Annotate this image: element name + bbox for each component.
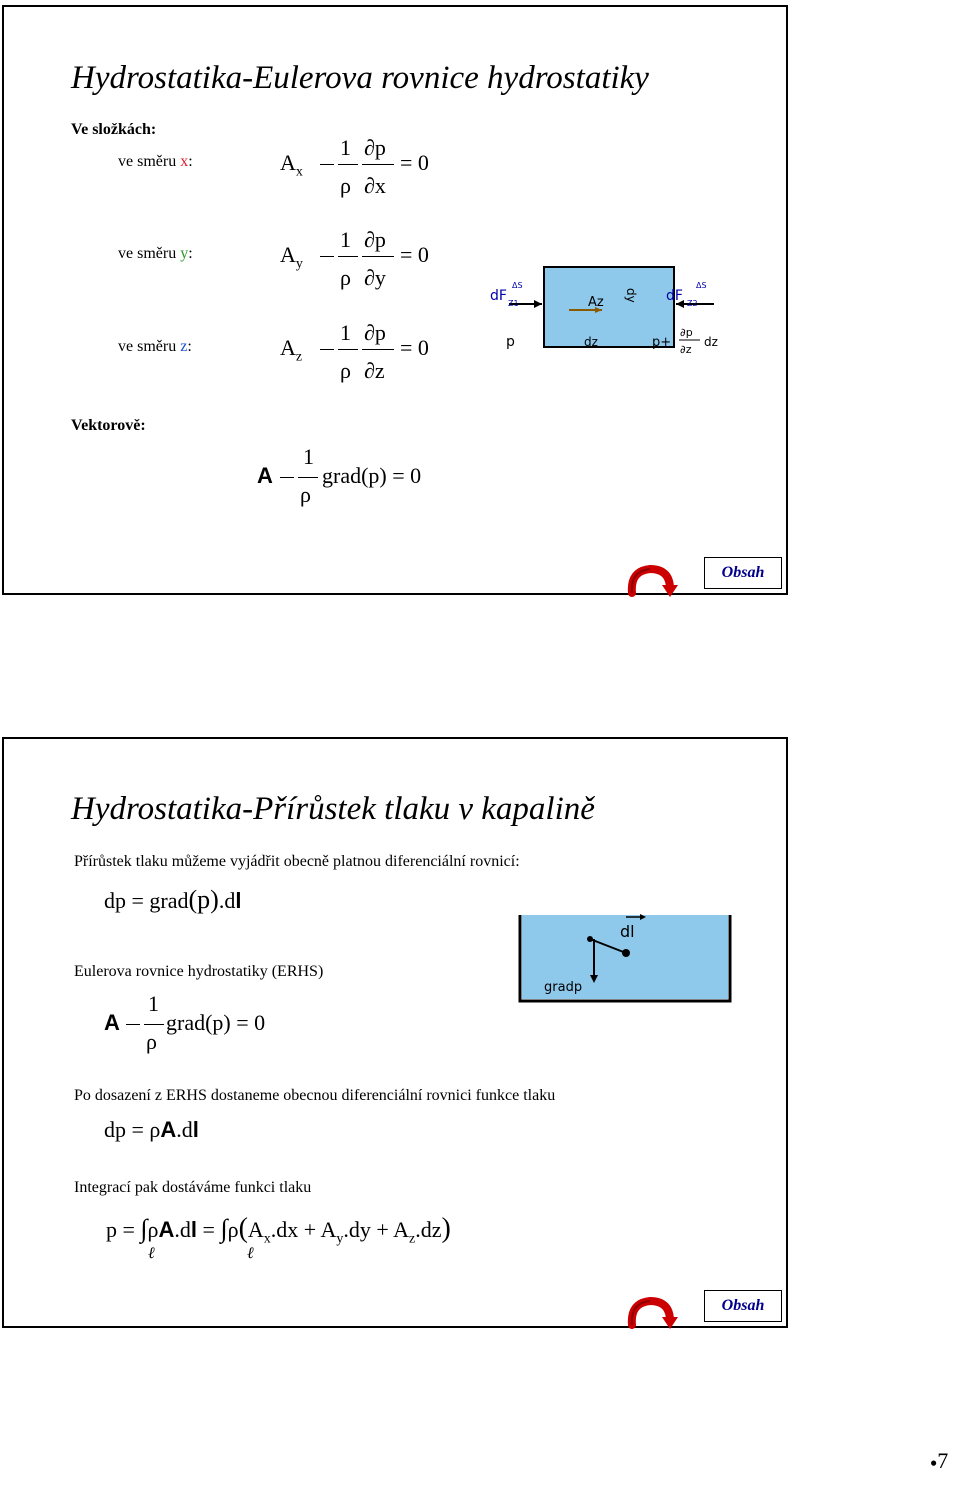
fraction-line <box>338 164 358 165</box>
row-z-one: 1 <box>340 320 351 345</box>
row-x-dvar: ∂x <box>364 173 386 198</box>
vector-one: 1 <box>303 444 314 469</box>
row-z-dp: ∂p <box>364 320 386 345</box>
fraction-line <box>362 164 394 165</box>
row-x-eq: = 0 <box>400 150 429 175</box>
row-y-label: ve směru y: <box>118 245 193 262</box>
bullet-icon: ● <box>930 1455 938 1470</box>
row-z-dvar: ∂z <box>364 358 385 383</box>
row-y-dvar: ∂y <box>364 265 386 290</box>
dl-label: dl <box>620 922 635 941</box>
slide-pressure-increment <box>2 737 788 1328</box>
components-label: Ve složkách: <box>71 121 157 138</box>
svg-text:Z2: Z2 <box>687 299 698 308</box>
row-x-label: ve směru x: <box>118 153 193 170</box>
Az-label: Az <box>588 295 604 310</box>
slide-euler-equation <box>2 5 788 595</box>
integral-domain-1: ℓ <box>148 1245 155 1262</box>
row-z-eq: = 0 <box>400 335 429 360</box>
dz-label: dz <box>584 335 598 349</box>
row-y-eq: = 0 <box>400 242 429 267</box>
svg-text:ΔS: ΔS <box>512 281 523 290</box>
page-number: ●7 <box>930 1448 949 1473</box>
vector-rho: ρ <box>300 482 311 507</box>
dF-left-label: dF <box>490 288 507 304</box>
fraction-line <box>298 477 318 478</box>
row-z-label: ve směru z: <box>118 338 192 355</box>
gradp-label: gradp <box>544 980 583 995</box>
svg-text:Z1: Z1 <box>508 299 519 308</box>
eq-dp-rhoA: dp = ρA.dl <box>104 1117 199 1142</box>
row-y-dp: ∂p <box>364 227 386 252</box>
row-z-rho: ρ <box>340 358 351 383</box>
erhs-rest: grad(p) = 0 <box>166 1010 266 1035</box>
fraction-line <box>338 349 358 350</box>
row-x-A: $A_x$ <box>280 150 303 180</box>
back-arrow-icon[interactable] <box>622 1295 678 1329</box>
fraction-line <box>362 256 394 257</box>
obsah-button[interactable]: Obsah <box>704 557 782 589</box>
erhs-rho: ρ <box>146 1029 157 1054</box>
fluid-element-diagram <box>484 262 744 362</box>
svg-text:∂z: ∂z <box>680 343 692 356</box>
erhs-one: 1 <box>148 991 159 1016</box>
row-y-A: $A_y$ <box>280 242 303 272</box>
dF-right-label: dF <box>666 288 683 304</box>
fraction-line <box>338 256 358 257</box>
back-arrow-icon[interactable] <box>622 563 678 597</box>
substitution-label: Po dosazení z ERHS dostaneme obecnou diferenciální rovnici funkce tlaku <box>74 1087 556 1104</box>
vector-A: A <box>257 463 273 488</box>
fraction-line <box>362 349 394 350</box>
eq-dp-grad: dp = grad(p).dl <box>104 885 242 914</box>
vector-label: Vektorově: <box>71 417 146 434</box>
intro-text: Přírůstek tlaku můžeme vyjádřit obecně platnou diferenciální rovnicí: <box>74 853 520 870</box>
integration-label: Integrací pak dostáváme funkci tlaku <box>74 1179 312 1196</box>
erhs-label: Eulerova rovnice hydrostatiky (ERHS) <box>74 963 324 980</box>
p-left-label: p <box>506 334 515 350</box>
eq-pressure-function: $p = \int\rho A.dl = \int\rho(A_x.dx + A_y.dy + A_z.dz)$ <box>106 1213 451 1247</box>
fluid-container-diagram <box>514 911 739 1006</box>
dy-label: dy <box>624 288 638 303</box>
row-x-dp: ∂p <box>364 135 386 160</box>
p-right-label: p+ <box>652 335 672 350</box>
row-y-one: 1 <box>340 227 351 252</box>
svg-text:∂p: ∂p <box>680 326 693 339</box>
slide-title: Hydrostatika-Eulerova rovnice hydrostatiky <box>71 60 649 96</box>
minus-sign <box>320 164 334 165</box>
row-x-rho: ρ <box>340 173 351 198</box>
row-x-one: 1 <box>340 135 351 160</box>
integral-domain-2: ℓ <box>247 1245 254 1262</box>
erhs-A: A <box>104 1010 120 1035</box>
row-z-A: $A_z$ <box>280 335 303 365</box>
fraction-line <box>144 1024 164 1025</box>
minus-sign <box>126 1024 140 1025</box>
minus-sign <box>320 349 334 350</box>
vector-rest: grad(p) = 0 <box>322 463 422 488</box>
row-y-rho: ρ <box>340 265 351 290</box>
minus-sign <box>280 477 294 478</box>
slide-title: Hydrostatika-Přírůstek tlaku v kapalině <box>71 791 595 827</box>
minus-sign <box>320 256 334 257</box>
svg-text:ΔS: ΔS <box>696 281 707 290</box>
svg-text:dz: dz <box>704 335 718 349</box>
obsah-button[interactable]: Obsah <box>704 1290 782 1322</box>
